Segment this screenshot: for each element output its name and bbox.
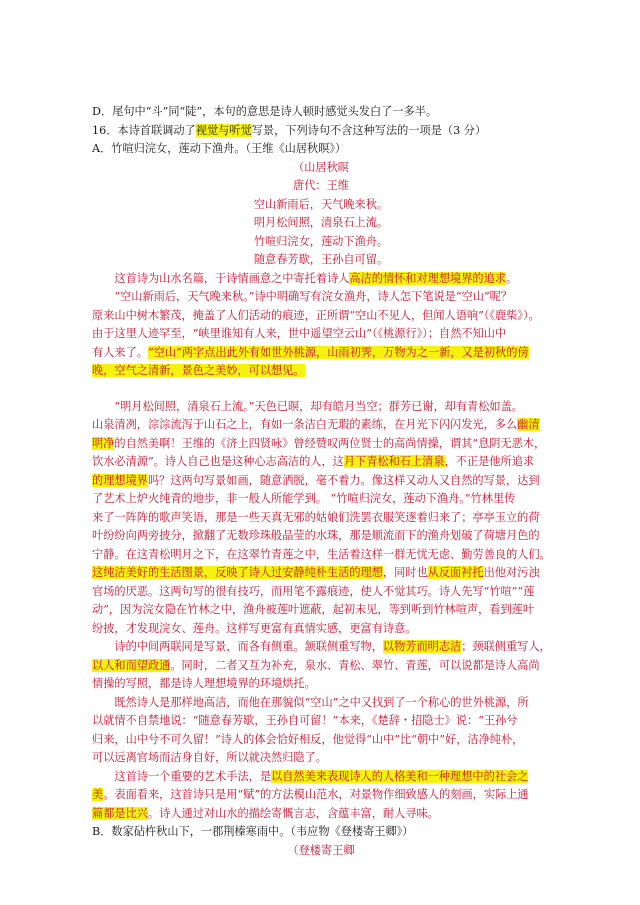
highlight-span: 美 [92, 788, 104, 801]
analysis-paragraph-3-line: 纷披，才发现浣女、莲舟。这样写更富有真情实感，更富有诗意。 [92, 621, 417, 635]
analysis-paragraph-3-line [92, 453, 550, 472]
highlight-span: 明净 [92, 436, 115, 450]
highlight-span: 高洁的情怀和对理想境界的追求 [349, 271, 506, 285]
poem-a-title: （山居秋暝 [293, 160, 349, 174]
document-page [92, 103, 550, 860]
analysis-paragraph-3-line: “明月松间照，清泉石上流。”天色已暝，却有皓月当空；群芳已谢，却有青松如盖。 [114, 399, 523, 413]
analysis-paragraph-5-line: 既然诗人是那样地高洁，而他在那貌似“空山”之中又找到了一个称心的世外桃源，所 [114, 695, 529, 709]
text-span: ；颈联侧重写人， [461, 640, 551, 653]
poem-a-author: 唐代：王维 [293, 179, 349, 192]
highlight-span: 以自然美来表现诗人的人格美和一种理想中的社会之 [271, 769, 529, 783]
text-span: 出他对污浊 [483, 566, 540, 579]
analysis-paragraph-6-line [92, 768, 550, 787]
text-span: ，不正是他所追求 [444, 455, 535, 468]
text-span: 吗？这两句写景如画，随意洒脱，毫不着力。像这样又动人又自然的写景，达到 [147, 473, 540, 487]
analysis-paragraph-5-line: 归来，山中兮不可久留！”诗人的体会恰好相反，他觉得“山中”比“朝中”好，洁净纯朴， [92, 732, 524, 746]
analysis-paragraph-3-line [92, 564, 550, 583]
analysis-paragraph-3-line: 叶纷纷向两旁披分，掀翻了无数珍珠般晶莹的水珠，那是顺流而下的渔舟划破了荷塘月色的 [92, 529, 540, 542]
analysis-paragraph-3-line: 来了一阵阵的歌声笑语，那是一些天真无邪的姑娘们洗罢衣服笑逐着归来了；亭亭玉立的荷 [92, 510, 540, 524]
highlight-span: 晚，空气之清新，景色之美妙，可以想见。 [92, 364, 305, 377]
text-span: 有人来了。 [92, 345, 148, 359]
analysis-paragraph-2-line: 原来山中树木繁茂，掩盖了人们活动的痕迹，正所谓“空山不见人，但闻人语响”（《鹿柴》）。 [92, 308, 540, 322]
option-b-text: B．数家砧杵秋山下，一郡荆榛寒雨中。（韦应物《登楼寄王卿》） [92, 825, 414, 838]
q16-stem-highlight: 视觉与听觉 [195, 123, 252, 137]
q16-stem-suffix: 写景，下列诗句不含这种写法的一项是（3 分） [251, 123, 487, 137]
poem-a-line: 明月松间照，清泉石上流。 [253, 216, 389, 229]
text-span: 这首诗为山水名篇，于诗情画意之中寄托着诗人 [114, 271, 350, 285]
highlight-span: 以物芳而明志洁 [382, 640, 462, 653]
poem-a-line: 竹喧归浣女，莲动下渔舟。 [253, 234, 389, 248]
poem-b-title: （登楼寄王卿 [287, 843, 355, 857]
text-span: 。表面看来，这首诗只是用“赋”的方法模山范水，对景物作细致感人的刻画，实际上通 [103, 788, 529, 801]
analysis-paragraph-4-line [92, 638, 550, 657]
analysis-paragraph-2-line: “空山新雨后，天气晚来秋。”诗中明确写有浣女渔舟，诗人怎下笔说是“空山”呢？ [114, 290, 513, 303]
analysis-paragraph-3-line [92, 472, 550, 491]
question-16-stem [92, 122, 550, 141]
analysis-paragraph-1 [92, 270, 550, 289]
analysis-paragraph-2-line [92, 344, 550, 363]
highlight-span: “空山”两字点出此外有如世外桃源，山雨初霁，万物为之一新，又是初秋的傍 [147, 345, 529, 359]
analysis-paragraph-4-line [92, 657, 550, 676]
analysis-paragraph-3-line: 了艺术上炉火纯青的地步，非一般人所能学到。 “竹喧归浣女，莲动下渔舟。”竹林里传 [92, 492, 516, 505]
analysis-paragraph-3-line: 动”，因为浣女隐在竹林之中，渔舟被莲叶遮蔽，起初未见，等到听到竹林喧声，看到莲叶 [92, 603, 535, 616]
analysis-paragraph-4-line: 情操的写照，都是诗人理想境界的环境烘托。 [92, 677, 316, 690]
analysis-section [92, 270, 550, 824]
text-span: 山泉清冽，淙淙流泻于山石之上，有如一条洁白无瑕的素练，在月光下闪闪发光，多么 [92, 418, 518, 431]
highlight-span: 篇都是比兴 [92, 806, 148, 820]
q16-stem-prefix: 16．本诗首联调动了 [92, 123, 196, 137]
option-d-text: D．尾句中“斗”同“陡”，本句的意思是诗人顿时感觉头发白了一多半。 [92, 105, 438, 118]
highlight-span: 幽清 [517, 418, 540, 431]
analysis-paragraph-2-line [92, 362, 550, 381]
analysis-paragraph-3-line [92, 435, 550, 454]
analysis-paragraph-3-line: 宁静。在这青松明月之下，在这翠竹青莲之中，生活着这样一群无忧无虑、勤劳善良的人们。 [92, 547, 551, 561]
poem-a-line: 空山新雨后，天气晚来秋。 [253, 197, 389, 211]
text-span: 这首诗一个重要的艺术手法，是 [114, 769, 272, 783]
highlight-span: 这纯洁美好的生活图景，反映了诗人过安静纯朴生活的理想 [92, 566, 383, 579]
text-span: 。同时，二者又互为补充，泉水、青松、翠竹、青莲，可以说都是诗人高尚 [170, 658, 540, 672]
analysis-paragraph-5-line: 以就情不自禁地说：“随意春芳歇，王孙自可留！”本来，《楚辞・招隐士》说：“王孙兮 [92, 714, 518, 727]
text-span: ，同时也 [382, 566, 428, 579]
text-span: 。 [505, 271, 518, 285]
option-a-text: A．竹喧归浣女，莲动下渔舟。（王维《山居秋暝》） [92, 142, 347, 155]
text-span: 诗的中间两联同是写景，而各有侧重。颔联侧重写物， [114, 640, 383, 653]
text-span: 的自然美啊！王维的《济上四贤咏》曾经赞叹两位贤士的高尚情操，谓其“息阴无恶木， [114, 436, 546, 450]
analysis-paragraph-5-line: 可以远离官场而洁身自好，所以就决然归隐了。 [92, 751, 327, 764]
highlight-span: 月下青松和石上清泉 [343, 455, 445, 468]
analysis-paragraph-6-line [92, 805, 550, 824]
text-span: 饮水必清源”。诗人自己也是这种心志高洁的人，这 [92, 455, 344, 468]
highlight-span: 的理想境界 [92, 473, 148, 487]
analysis-paragraph-2-line: 由于这里人迹罕至，“峡里谁知有人来，世中遥望空云山”（《桃源行》）；自然不知山中 [92, 327, 507, 340]
poem-a [92, 159, 550, 270]
paragraph-gap [92, 381, 550, 398]
analysis-paragraph-3-line [92, 416, 550, 435]
analysis-paragraph-6-line [92, 786, 550, 805]
highlight-span: 以人和而望政通 [92, 658, 171, 672]
text-span: 。诗人通过对山水的描绘寄慨言志，含蕴丰富，耐人寻味。 [147, 806, 439, 820]
analysis-paragraph-3-line: 官场的厌恶。这两句写的很有技巧，而用笔不露痕迹，使人不觉其巧。诗人先写“竹喧”“莲 [92, 584, 535, 598]
highlight-span: 从反面衬托 [427, 566, 484, 579]
poem-a-line: 随意春芳歇，王孙自可留。 [253, 253, 389, 266]
